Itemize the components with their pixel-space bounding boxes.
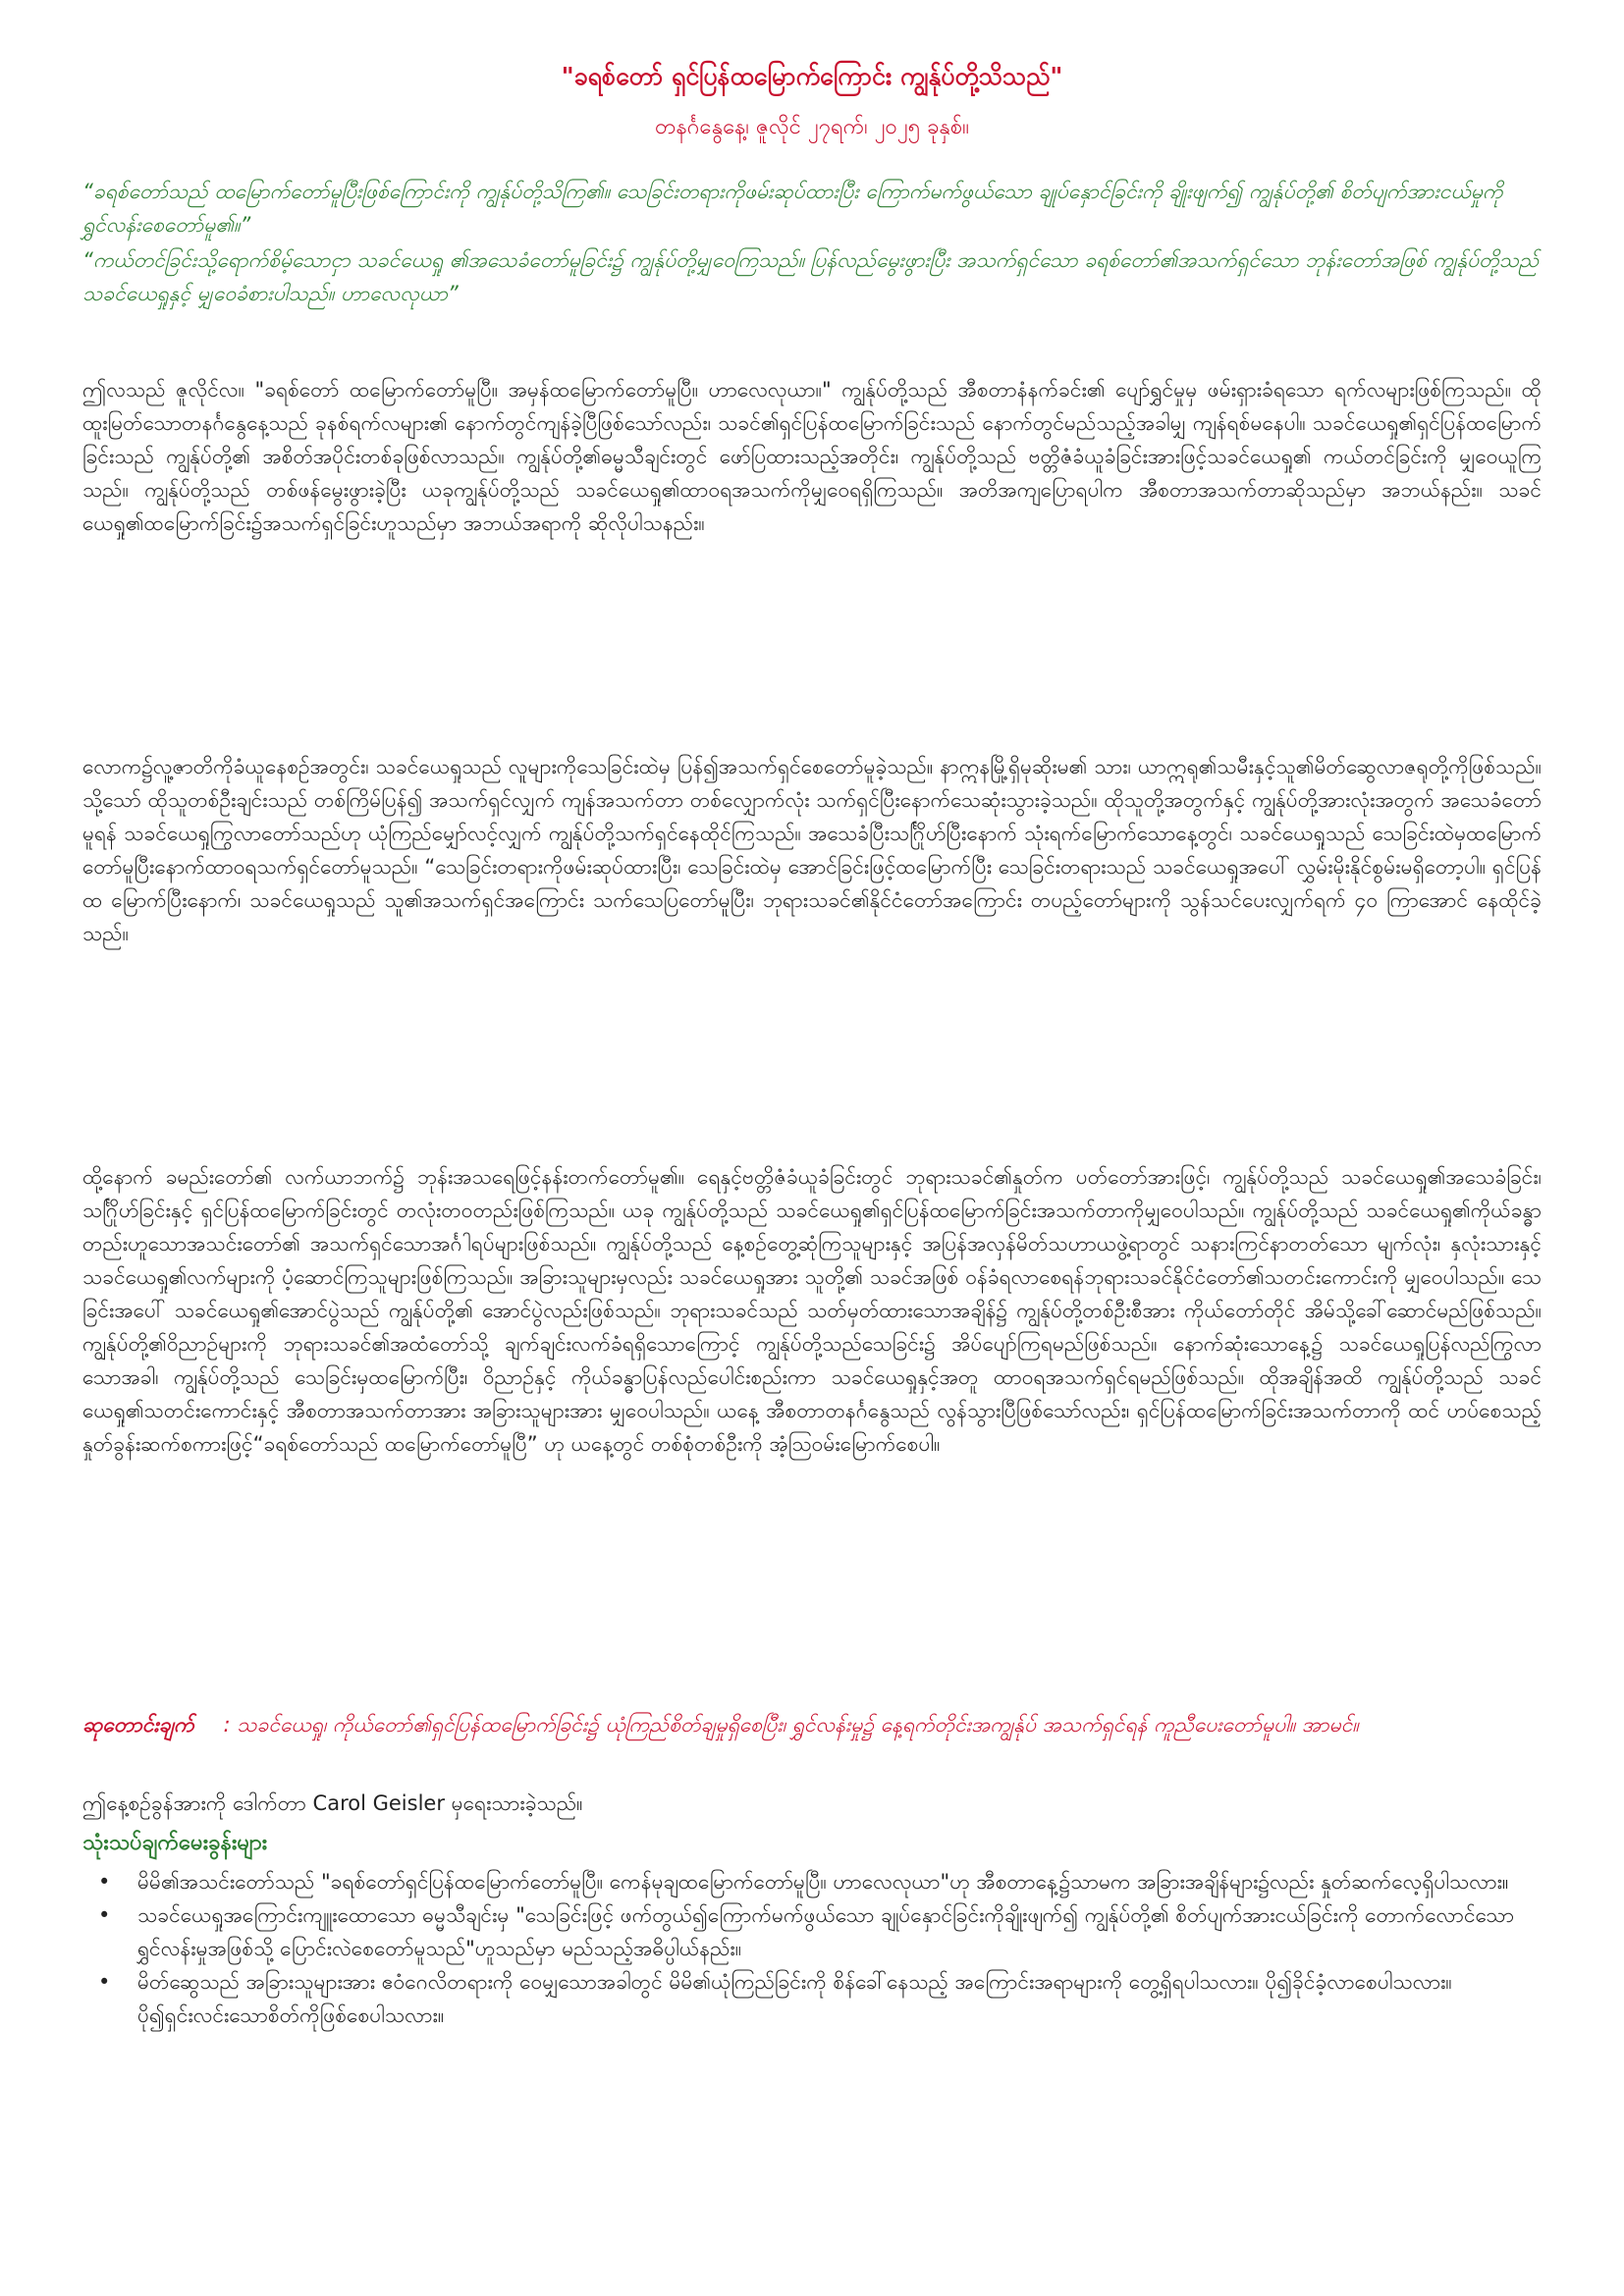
bullet-icon: • [98, 1903, 111, 1927]
page-title: "ခရစ်တော် ရှင်ပြန်ထမြောက်ကြောင်း ကျွန်ုပ်တို့သိသည်" [561, 62, 1063, 90]
date-line: တနင်္ဂနွေနေ့၊ ဇူလိုင် ၂၇ရက်၊ ၂၀၂၅ ခုနှစ်။ [655, 115, 969, 139]
question-text: မိတ်ဆွေသည် အခြားသူများအား ဧဝံဂေလိတရားကို ဝေမျှသောအခါတွင် မိမိ၏ယုံကြည်ခြင်းကို စိန်ခေါ်နေသည့် အကြောင်းအရာများကို တွေ့ရှိရပါသလား။ ပို၍ခိုင်ခံ့လာစေပါသလား။ ပို၍ရှင်းလင်းသောစိတ်ကိုဖြစ်စေပါသလား။ [137, 1970, 1452, 2027]
opening-quote-1: “ခရစ်တော်သည် ထမြောက်တော်မူပြီးဖြစ်ကြောင်းကို ကျွန်ုပ်တို့သိကြ၏။ သေခြင်းတရားကိုဖမ်းဆုပ်ထားပြီး ကြောက်မက်ဖွယ်သော ချုပ်နှောင်ခြင်းကို ချိုးဖျက်၍ ကျွန်ုပ်တို့၏ စိတ်ပျက်အားငယ်မှုကို ရွှင်လန်းစေတော်မူ၏။” [82, 180, 1503, 237]
opening-quote-2: “ကယ်တင်ခြင်းသို့ရောက်စိမ့်သောငှာ သခင်ယေရှု ၏အသေခံတော်မူခြင်း၌ ကျွန်ုပ်တို့မျှဝေကြသည်။ ပြန်လည်မွေးဖွားပြီး အသက်ရှင်သော ခရစ်တော်၏အသက်ရှင်သော ဘုန်းတော်အဖြစ် ကျွန်ုပ်တို့သည် သခင်ယေရှုနှင့် မျှဝေခံစားပါသည်။ ဟာလေလုယာ” [82, 248, 1540, 305]
prayer-block [82, 1708, 1542, 1741]
question-text: သခင်ယေရှုအကြောင်းကျူးထောသော ဓမ္မသီချင်းမှ "သေခြင်းဖြင့် ဖက်တွယ်၍ကြောက်မက်ဖွယ်သော ချုပ်နှောင်ခြင်းကိုချိုးဖျက်၍ ကျွန်ုပ်တို့၏ စိတ်ပျက်အားငယ်ခြင်းကို တောက်လောင်သောရွှင်လန်းမှုအဖြစ်သို့ ပြောင်းလဲစေတော်မူသည်"ဟူသည်မှာ မည်သည့်အဓိပ္ပါယ်နည်း။ [137, 1903, 1515, 1960]
prayer-text: : သခင်ယေရှု၊ ကိုယ်တော်၏ရှင်ပြန်ထမြောက်ခြင်း၌ ယုံကြည်စိတ်ချမှုရှိစေပြီး၊ ရွှင်လန်းမှု၌ နေ့ရက်တိုင်းအကျွန်ုပ် အသက်ရှင်ရန် ကူညီပေးတော်မူပါ။ အာမင်။ [223, 1713, 1359, 1736]
list-item [98, 1865, 1542, 1898]
reflection-questions-list [98, 1865, 1542, 2032]
list-item [98, 1898, 1542, 1965]
body-paragraph-2: လောက၌လူ့ဇာတိကိုခံယူနေစဉ်အတွင်း၊ သခင်ယေရှုသည် လူများကိုသေခြင်းထဲမှ ပြန်၍အသက်ရှင်စေတော်မူခဲ့သည်။ နာဣနမြို့ရှိမုဆိုးမ၏ သား၊ ယာဣရု၏သမီးနှင့်သူ၏မိတ်ဆွေလာဇရုတို့ကိုဖြစ်သည်။ သို့သော် ထိုသူတစ်ဦးချင်းသည် တစ်ကြိမ်ပြန်၍ အသက်ရှင်လျှက် ကျန်အသက်တာ တစ်လျှောက်လုံး သက်ရှင်ပြီးနောက်သေဆုံးသွားခဲ့သည်။ ထိုသူတို့အတွက်နှင့် ကျွန်ုပ်တို့အားလုံးအတွက် အသေခံတော်မူရန် သခင်ယေရှုကြွလာတော်သည်ဟု ယုံကြည်မျှော်လင့်လျှက် ကျွန်ုပ်တို့သက်ရှင်နေထိုင်ကြသည်။ အသေခံပြီးသင်္ဂြိုဟ်ပြီးနောက် သုံးရက်မြောက်သောနေ့တွင်၊ သခင်ယေရှုသည် သေခြင်းထဲမှထမြောက်တော်မူပြီးနောက်ထာဝရသက်ရှင်တော်မူသည်။ “သေခြင်းတရားကိုဖမ်းဆုပ်ထားပြီး၊ သေခြင်းထဲမှ အောင်ခြင်းဖြင့်ထမြောက်ပြီး သေခြင်းတရားသည် သခင်ယေရှုအပေါ် လွှမ်းမိုးနိုင်စွမ်းမရှိတော့ပါ။ ရှင်ပြန်ထ မြောက်ပြီးနောက်၊ သခင်ယေရှုသည် သူ၏အသက်ရှင်အကြောင်း သက်သေပြတော်မူပြီး၊ ဘုရားသခင်၏နိုင်ငံတော်အကြောင်း တပည့်တော်များကို သွန်သင်ပေးလျှက်ရက် ၄၀ ကြာအောင် နေထိုင်ခဲ့သည်။ [82, 755, 1542, 945]
author-credit: ဤနေ့စဉ်ခွန်အားကို ဒေါက်တာ Carol Geisler မှရေးသားခဲ့သည်။ [82, 1791, 583, 1815]
body-paragraph-3: ထို့နောက် ခမည်းတော်၏ လက်ယာဘက်၌ ဘုန်းအသရေဖြင့်နန်းတက်တော်မူ၏။ ရေနှင့်ဗတ္တိဇံခံယူခံခြင်းတွင် ဘုရားသခင်၏နှုတ်က ပတ်တော်အားဖြင့်၊ ကျွန်ုပ်တို့သည် သခင်ယေရှု၏အသေခံခြင်း၊ သင်္ဂြိုဟ်ခြင်းနှင့် ရှင်ပြန်ထမြောက်ခြင်းတွင် တလုံးတဝတည်းဖြစ်ကြသည်။ ယခု ကျွန်ုပ်တို့သည် သခင်ယေရှု၏ရှင်ပြန်ထမြောက်ခြင်းအသက်တာကိုမျှဝေပါသည်။ ကျွန်ုပ်တို့သည် သခင်ယေရှု၏ကိုယ်ခန္ဓာတည်းဟူသောအသင်းတော်၏ အသက်ရှင်သောအင်္ဂါရပ်များဖြစ်သည်။ ကျွန်ုပ်တို့သည် နေ့စဉ်တွေ့ဆုံကြသူများနှင့် အပြန်အလှန်မိတ်သဟာယဖွဲ့ရာတွင် သနားကြင်နာတတ်သော မျက်လုံး၊ နှလုံးသားနှင့် သခင်ယေရှု၏လက်များကို ပံ့ဆောင်ကြသူများဖြစ်ကြသည်။ အခြားသူများမှလည်း သခင်ယေရှုအား သူတို့၏ သခင်အဖြစ် ဝန်ခံရလာစေရန်ဘုရားသခင်နိုင်ငံတော်၏သတင်းကောင်းကို မျှဝေပါသည်။ သေခြင်းအပေါ် သခင်ယေရှု၏အောင်ပွဲသည် ကျွန်ုပ်တို့၏ အောင်ပွဲလည်းဖြစ်သည်။ ဘုရားသခင်သည် သတ်မှတ်ထားသောအချိန်၌ ကျွန်ုပ်တို့တစ်ဦးစီအား ကိုယ်တော်တိုင် အိမ်သို့ခေါ်ဆောင်မည်ဖြစ်သည်။ ကျွန်ုပ်တို့၏ဝိညာဉ်များကို ဘုရားသခင်၏အထံတော်သို့ ချက်ချင်းလက်ခံရရှိသောကြောင့် ကျွန်ုပ်တို့သည်သေခြင်း၌ အိပ်ပျော်ကြရမည်ဖြစ်သည်။ နောက်ဆုံးသောနေ့၌ သခင်ယေရှုပြန်လည်ကြွလာသောအခါ၊ ကျွန်ုပ်တို့သည် သေခြင်းမှထမြောက်ပြီး၊ ဝိညာဉ်နှင့် ကိုယ်ခန္ဓာပြန်လည်ပေါင်းစည်းကာ သခင်ယေရှုနှင့်အတူ ထာဝရအသက်ရှင်ရမည်ဖြစ်သည်။ ထိုအချိန်အထိ ကျွန်ုပ်တို့သည် သခင်ယေရှု၏သတင်းကောင်းနှင့် အီစတာအသက်တာအား အခြားသူများအား မျှဝေပါသည်။ ယနေ့ အီစတာတနင်္ဂနွေသည် လွန်သွားပြီဖြစ်သော်လည်း၊ ရှင်ပြန်ထမြောက်ခြင်းအသက်တာကို ထင် ဟပ်စေသည့် နှုတ်ခွန်းဆက်စကားဖြင့်“ခရစ်တော်သည် ထမြောက်တော်မူပြီ” ဟု ယနေ့တွင် တစ်စုံတစ်ဦးကို အံ့သြဝမ်းမြောက်စေပါ။ [82, 1165, 1542, 1456]
reflection-questions-heading: သုံးသပ်ချက်မေးခွန်းများ [82, 1831, 268, 1855]
list-item [98, 1965, 1542, 2032]
bullet-icon: • [98, 1870, 111, 1894]
prayer-label: ဆုတောင်းချက် [82, 1713, 194, 1736]
bullet-icon: • [98, 1970, 111, 1994]
question-text: မိမိ၏အသင်းတော်သည် "ခရစ်တော်ရှင်ပြန်ထမြောက်တော်မူပြီ။ ကေန်မုချထမြောက်တော်မူပြီ။ ဟာလေလုယာ"ဟု အီစတာနေ့၌သာမက အခြားအချိန်များ၌လည်း နှုတ်ဆက်လေ့ရှိပါသလား။ [137, 1870, 1509, 1894]
body-paragraph-1: ဤလသည် ဇူလိုင်လ။ "ခရစ်တော် ထမြောက်တော်မူပြီ။ အမှန်ထမြောက်တော်မူပြီ။ ဟာလေလုယာ။" ကျွန်ုပ်တို့သည် အီစတာနံနက်ခင်း၏ ပျော်ရွှင်မှုမှ ဖမ်းရှားခံရသော ရက်လများဖြစ်ကြသည်။ ထိုထူးမြတ်သောတနင်္ဂနွေနေ့သည် ခုနစ်ရက်လများ၏ နောက်တွင်ကျန်ခဲ့ပြီဖြစ်သော်လည်း၊ သခင်၏ရှင်ပြန်ထမြောက်ခြင်းသည် နောက်တွင်မည်သည့်အခါမျှ ကျန်ရစ်မနေပါ။ သခင်ယေရှု၏ရှင်ပြန်ထမြောက်ခြင်းသည် ကျွန်ုပ်တို့၏ အစိတ်အပိုင်းတစ်ခုဖြစ်လာသည်။ ကျွန်ုပ်တို့၏ဓမ္မသီချင်းတွင် ဖော်ပြထားသည့်အတိုင်း၊ ကျွန်ုပ်တို့သည် ဗတ္တိဇံခံယူခံခြင်းအားဖြင့်သခင်ယေရှု၏ ကယ်တင်ခြင်းကို မျှဝေယူကြသည်။ ကျွန်ုပ်တို့သည် တစ်ဖန်မွေးဖွားခဲ့ပြီး ယခုကျွန်ုပ်တို့သည် သခင်ယေရှု၏ထာဝရအသက်ကိုမျှဝေရရှိကြသည်။ အတိအကျပြောရပါက အီစတာအသက်တာဆိုသည်မှာ အဘယ်နည်း။ သခင်ယေရှု၏ထမြောက်ခြင်း၌အသက်ရှင်ခြင်းဟူသည်မှာ အဘယ်အရာကို ဆိုလိုပါသနည်း။ [82, 378, 1542, 535]
